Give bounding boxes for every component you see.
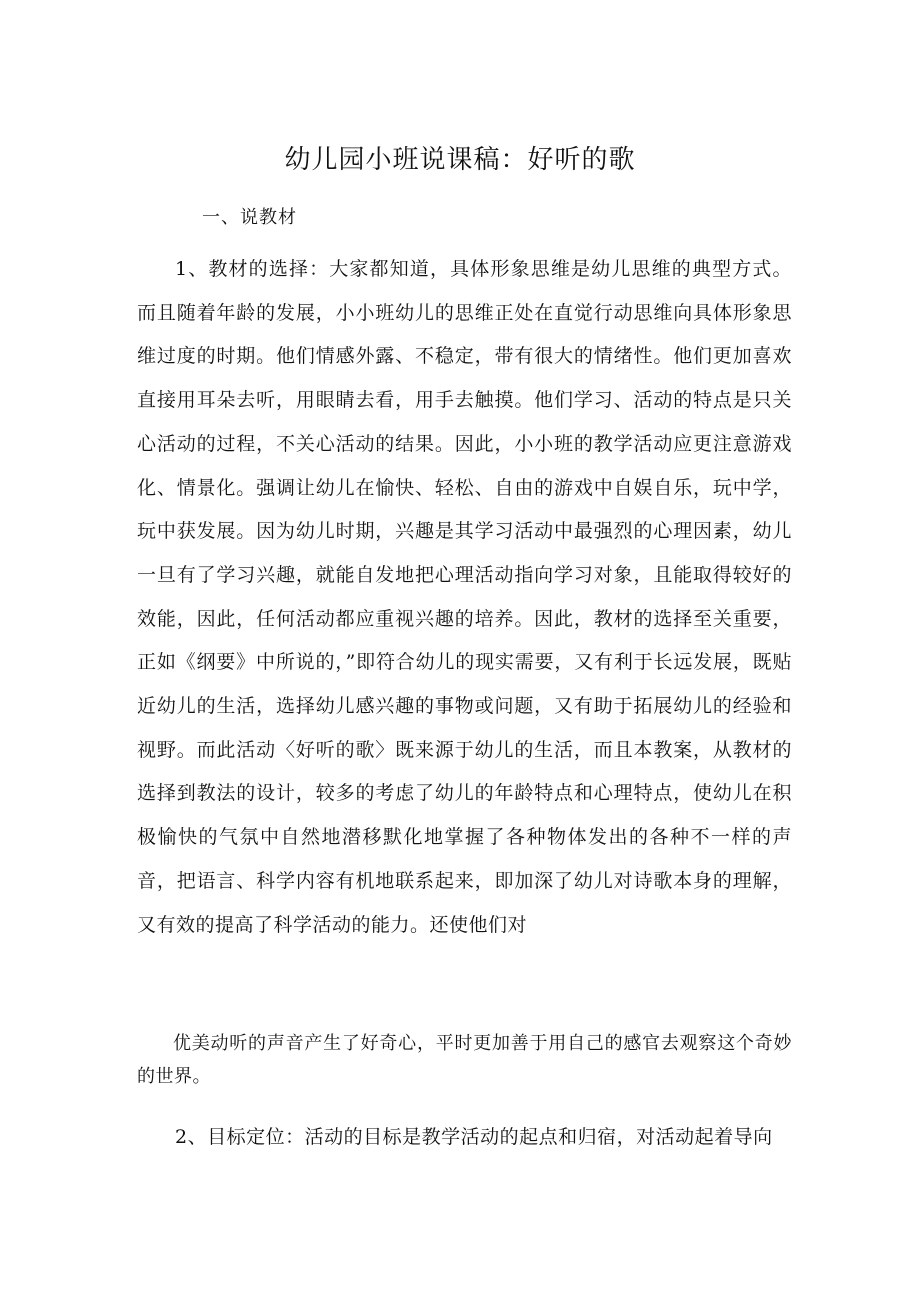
paragraph-continuation: 优美动听的声音产生了好奇心，平时更加善于用自己的感官去观察这个奇妙的世界。 [137, 1033, 792, 1087]
paragraph-goal-positioning: 2、目标定位：活动的目标是教学活动的起点和归宿，对活动起着导向 [175, 1126, 773, 1148]
section-heading: 一、说教材 [202, 207, 297, 228]
paragraph-material-selection: 1、教材的选择：大家都知道，具体形象思维是幼儿思维的典型方式。而且随着年龄的发展，小小班幼儿的思维正处在直觉行动思维向具体形象思维过度的时期。他们情感外露、不稳定，带有很大的情绪性。他们更加喜欢直接用耳朵去听，用眼睛去看，用手去触摸。他们学习、活动的特点是只关心活动的过程，不关心活动的结果。因此，小小班的教学活动应更注意游戏化、情景化。强调让幼儿在愉快、轻松、自由的游戏中自娱自乐，玩中学，玩中获发展。因为幼儿时期，兴趣是其学习活动中最强烈的心理因素，幼儿一旦有了学习兴趣，就能自发地把心理活动指向学习对象，且能取得较好的效能，因此，任何活动都应重视兴趣的培养。因此，教材的选择至关重要，正如《纲要》中所说的，”即符合幼儿的现实需要，又有利于长远发展，既贴近幼儿的生活，选择幼儿感兴趣的事物或问题，又有助于拓展幼儿的经验和视野。而此活动〈好听的歌〉既来源于幼儿的生活，而且本教案，从教材的选择到教法的设计，较多的考虑了幼儿的年龄特点和心理特点，使幼儿在积极愉快的气氛中自然地潜移默化地掌握了各种物体发出的各种不一样的声音，把语言、科学内容有机地联系起来，即加深了幼儿对诗歌本身的理解，又有效的提高了科学活动的能力。还使他们对 [137, 258, 792, 936]
document-title: 幼儿园小班说课稿：好听的歌 [284, 145, 636, 175]
